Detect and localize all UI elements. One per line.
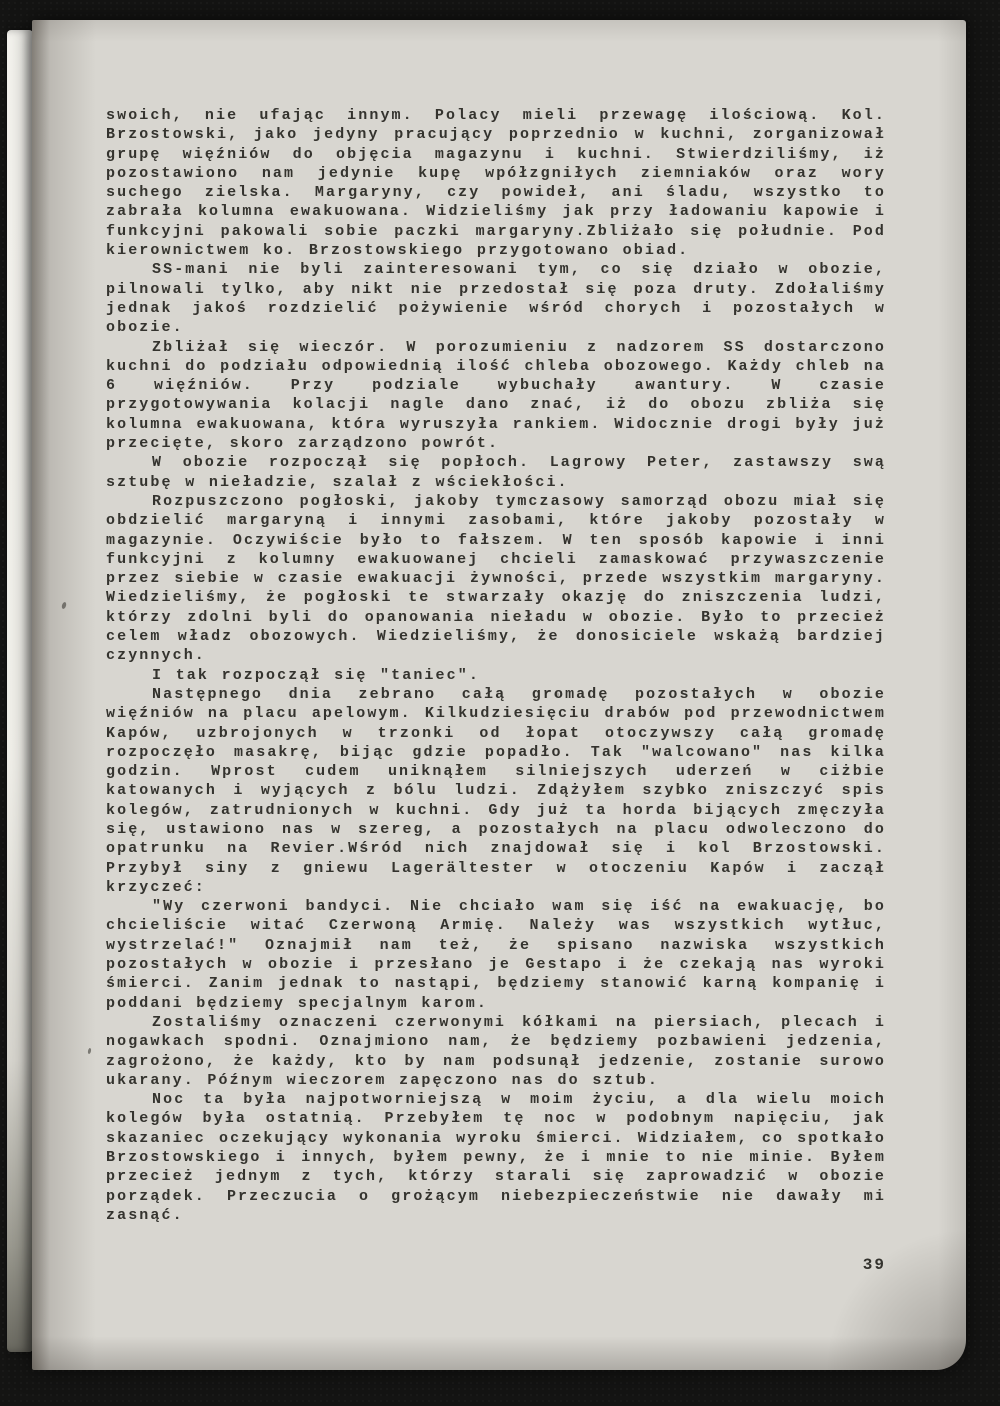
paragraph: "Wy czerwoni bandyci. Nie chciało wam się iść na ewakuację, bo chcieliście witać Czerwoną Armię. Należy was wszystkich wytłuc, wystrzelać!" Oznajmił nam też, że spisano nazwiska wszystkich pozostałych w obozie i przesłano je Gestapo i że czekają nas wyroki śmierci. Zanim jednak to nastąpi, będziemy stanowić karną kompanię i poddani będziemy specjalnym karom. bbox=[106, 898, 886, 1012]
ink-speck bbox=[61, 602, 67, 610]
paragraph: SS-mani nie byli zainteresowani tym, co się działo w obozie, pilnowali tylko, aby nikt nie przedostał się poza druty. Zdołaliśmy jednak jakoś rozdzielić pożywienie wśród chorych i pozostałych w obozie. bbox=[106, 261, 886, 337]
paragraph: I tak rozpoczął się "taniec". bbox=[152, 666, 480, 684]
paragraph: Noc ta była najpotworniejszą w moim życiu, a dla wielu moich kolegów była ostatnią. Przebyłem tę noc w podobnym napięciu, jak skazaniec oczekujący wykonania wyroku śmierci. Widziałem, co spotkało Brzostowskiego i innych, byłem pewny, że i mnie to nie minie. Byłem przecież jednym z tych, którzy starali się zaprowadzić w obozie porządek. Przeczucia o grożącym niebezpieczeństwie nie dawały mi zasnąć. bbox=[106, 1091, 886, 1224]
paragraph: Rozpuszczono pogłoski, jakoby tymczasowy samorząd obozu miał się obdzielić margaryną i innymi zasobami, które jakoby pozostały w magazynie. Oczywiście było to fałszem. W ten sposób kapowie i inni funkcyjni z kolumny ewakuowanej chcieli zamaskować przywaszczenie przez siebie w czasie ewakuacji żywności, przede wszystkim margaryny. Wiedzieliśmy, że pogłoski te stwarzały okazję do zniszczenia ludzi, którzy zdolni byli do opanowania nieładu w obozie. Było to przecież celem władz obozowych. Wiedzieliśmy, że donosiciele wskażą bardziej czynnych. bbox=[106, 492, 886, 665]
book-page-edges bbox=[7, 30, 33, 1352]
paragraph: swoich, nie ufając innym. Polacy mieli przewagę ilościową. Kol. Brzostowski, jako jedyny pracujący poprzednio w kuchni, zorganizował grupę więźniów do objęcia magazynu i kuchni. Stwierdziliśmy, iż pozostawiono nam jedynie kupę wpółzgniłych ziemniaków oraz wory suchego zielska. Margaryny, czy powideł, ani śladu, wszystko to zabrała kolumna ewakuowana. Widzieliśmy jak przy ładowaniu kapowie i funkcyjni pakowali sobie paczki margaryny.Zbliżało się południe. Pod kierownictwem ko. Brzostowskiego przygotowano obiad. bbox=[106, 107, 886, 260]
page-number: 39 bbox=[862, 1256, 886, 1274]
paragraph: Zostaliśmy oznaczeni czerwonymi kółkami na piersiach, plecach i nogawkach spodni. Oznajmiono nam, że będziemy pozbawieni jedzenia, zagrożono, że każdy, kto by nam podsunął jedzenie, zostanie surowo ukarany. Późnym wieczorem zapęczono nas do sztub. bbox=[106, 1013, 886, 1089]
scanned-page bbox=[32, 20, 966, 1370]
paragraph: Zbliżał się wieczór. W porozumieniu z nadzorem SS dostarczono kuchni do podziału odpowiednią ilość chleba obozowego. Każdy chleb na 6 więźniów. Przy podziale wybuchały awantury. W czasie przygotowywania kolacji nagle dano znać, iż do obozu zbliża się kolumna ewakuowana, która wyruszyła rankiem. Widocznie drogi były już przecięte, skoro zarządzono powrót. bbox=[106, 338, 886, 453]
paragraph: Następnego dnia zebrano całą gromadę pozostałych w obozie więźniów na placu apelowym. Kilkudziesięciu drabów pod przewodnictwem Kapów, uzbrojonych w trzonki od łopat otoczywszy całą gromadę rozpoczęło masakrę, bijąc gdzie popadło. Tak "walcowano" nas kilka godzin. Wprost cudem uniknąłem silniejszych uderzeń w ciżbie katowanych i wyjących z bólu ludzi. Zdążyłem szybko zniszczyć spis kolegów, zatrudnionych w kuchni. Gdy już ta horda bijących zmęczyła się, ustawiono nas w szereg, a pozostałych na placu odwoleczono do opatrunku na Revier.Wśród nich znajdował się i kol Brzostowski. Przybył siny z gniewu Lagerältester w otoczeniu Kapów i zaczął krzyczeć: bbox=[106, 685, 886, 896]
ink-speck bbox=[87, 1048, 91, 1054]
paragraph: W obozie rozpoczął się popłoch. Lagrowy Peter, zastawszy swą sztubę w nieładzie, szalał z wściekłości. bbox=[106, 454, 886, 491]
page-text bbox=[106, 106, 886, 1225]
